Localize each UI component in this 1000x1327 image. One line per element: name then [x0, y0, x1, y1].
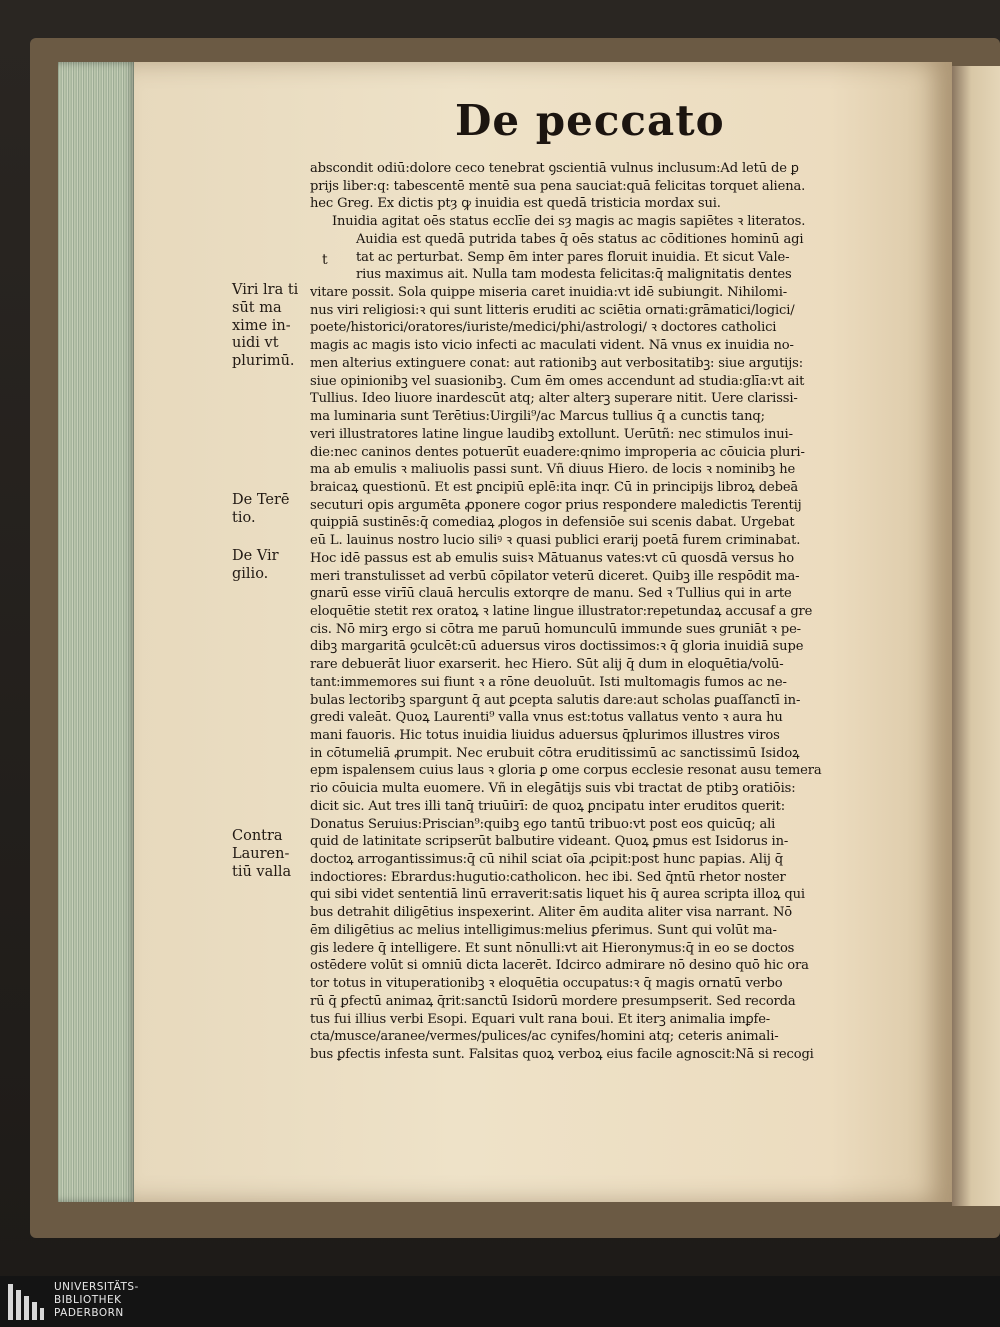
text-line: eū L. lauinus nostro lucio siliꝰ ꝛ quasi publici erarij poetā furem criminabat. [310, 533, 801, 549]
library-logo-text [54, 1281, 139, 1320]
text-line: dibꝫ margaritā ꝯculcēt:cū aduersus viros doctissimos:ꝛ q̄ gloria inuidiā supe [310, 639, 804, 655]
marginal-note-2: De Terē tio. [232, 492, 290, 526]
text-line: quid de latinitate scripserūt balbutire videant. Quoꝝ ꝑmus est Isidorus in- [310, 834, 789, 850]
text-line: rare debuerāt liuor exarserit. hec Hiero. Sūt alij q̄ dum in eloquētia/volū- [310, 657, 784, 673]
text-line: abscondit odiū:dolore ceco tenebrat ꝯscientiā vulnus inclusum:Ad letū de ꝑ [310, 161, 799, 176]
body-text [310, 160, 910, 1064]
text-line: qui sibi videt sententiā linū erraverit:satis liquet his q̄ aurea scripta illoꝝ qui [310, 887, 805, 903]
text-line: cta/musce/aranee/vermes/pulices/ac cynifes/homini atq; ceteris animali- [310, 1029, 779, 1045]
marginal-note-3: De Vir gilio. [232, 548, 279, 582]
text-line: tat ac perturbat. Semp ēm inter pares floruit inuidia. Et sicut Vale- [356, 249, 790, 265]
text-line: eloquētie stetit rex oratoꝝ ꝛ latine lingue illustrator:repetundaꝝ accusaf a gre [310, 603, 813, 619]
text-line: Auidia est quedā putrida tabes q̄ oēs status ac cōditiones hominū agi [356, 231, 804, 247]
text-line: vitare possit. Sola quippe miseria caret inuidia:vt idē subiungit. Nihilomi- [310, 285, 788, 301]
line-marker: t [322, 252, 328, 268]
text-line: rū q̄ ꝑfectū animaꝝ q̄rit:sanctū Isidorū mordere presumpserit. Sed recorda [310, 993, 796, 1009]
text-line: gredi valeāt. Quoꝝ Laurenti⁹ valla vnus est:totus vallatus vento ꝛ aura hu [310, 710, 783, 726]
text-line: siue opinionibꝫ vel suasionibꝫ. Cum ēm omes accendunt ad studia:glīa:vt ait [310, 373, 805, 389]
text-line: quippiā sustinēs:q̄ comediaꝝ ꝓlogos in defensiōe sui scenis dabat. Urgebat [310, 515, 795, 531]
text-line: bulas lectoribꝫ spargunt q̄ aut ꝑcepta salutis dare:aut scholas ꝑuaſſanctī in- [310, 692, 801, 708]
text-line: braicaꝝ questionū. Et est ꝑncipiū eplē:ita inqr. Cū in principijs libroꝝ debeā [310, 479, 799, 495]
text-line: ma luminaria sunt Terētius:Uirgili⁹/ac Marcus tullius q̄ a cunctis tanq; [310, 409, 765, 425]
text-line: magis ac magis isto vicio infecti ac maculati vident. Nā vnus ex inuidia no- [310, 338, 794, 354]
logo-line-3: PADERBORN [54, 1307, 124, 1319]
text-line: men alterius extinguere conat: aut rationibꝫ aut verbositatibꝫ: siue argutijs: [310, 355, 803, 371]
text-line: doctoꝝ arrogantissimus:q̄ cū nihil sciat oīa ꝓcipit:post hunc papias. Alij q̄ [310, 852, 784, 868]
text-line: Inuidia agitat oēs status ecclīe dei sȝ magis ac magis sapiētes ꝛ literatos. [332, 214, 806, 230]
library-logo-bar [0, 1276, 1000, 1327]
text-line: Donatus Seruius:Priscian⁹:quibꝫ ego tantū tribuo:vt post eos quicūq; ali [310, 816, 776, 832]
text-line: meri transtulisset ad verbū cōpilator veterū diceret. Quibꝫ ille respōdit ma- [310, 568, 800, 584]
text-line: bus detrahit diligētius inspexerint. Aliter ēm audita aliter visa narrant. Nō [310, 905, 792, 921]
text-line: die:nec caninos dentes potuerūt euadere:qnimo improperia ac cōuicia pluri- [310, 444, 805, 460]
library-logo-icon [8, 1284, 44, 1320]
text-line: veri illustratores latine lingue laudibꝫ extollunt. Uerūtñ: nec stimulos inui- [310, 426, 793, 442]
text-line: hec Greg. Ex dictis ptȝ ꝙ inuidia est quedā tristicia mordax sui. [310, 196, 721, 212]
text-line: ma ab emulis ꝛ maliuolis passi sunt. Vñ diuus Hiero. de locis ꝛ nominibꝫ he [310, 462, 796, 478]
logo-line-2: BIBLIOTHEK [54, 1294, 122, 1306]
text-line: tant:immemores sui fiunt ꝛ a rōne deuoluūt. Isti multomagis fumos ac ne- [310, 674, 787, 690]
text-line: poete/historici/oratores/iuriste/medici/phi/astrologi/ ꝛ doctores catholici [310, 320, 777, 336]
text-line: gis ledere q̄ intelligere. Et sunt nōnulli:vt ait Hieronymus:q̄ in eo se doctos [310, 940, 795, 956]
text-line: tor totus in vituperationibꝫ ꝛ eloquētia occupatus:ꝛ q̄ magis ornatū verbo [310, 976, 783, 992]
facing-page-edge [952, 66, 1000, 1206]
text-line: bus ꝑfectis infesta sunt. Falsitas quoꝝ verboꝝ eius facile agnoscit:Nā si recogi [310, 1046, 814, 1062]
text-line: mani fauoris. Hic totus inuidia liuidus aduersus q̄plurimos illustres viros [310, 728, 780, 743]
text-line: secuturi opis argumēta ꝓponere cogor prius respondere maledictis Terentij [310, 497, 802, 513]
page-fore-edge [58, 62, 138, 1202]
text-line: prijs liber:q: tabescentē mentē sua pena sauciat:quā felicitas torquet aliena. [310, 178, 806, 194]
text-line: epm ispalensem cuius laus ꝛ gloria ꝑ ome corpus ecclesie resonat ausu temera [310, 763, 822, 779]
text-line: indoctiores: Ebrardus:hugutio:catholicon. hec ibi. Sed q̄ntū rhetor noster [310, 869, 786, 885]
text-line: ēm diligētius ac melius intelligimus:melius ꝑferimus. Sunt qui volūt ma- [310, 922, 777, 938]
text-line: rio cōuicia multa euomere. Vñ in elegātijs suis vbi tractat de ptibꝫ oratiōis: [310, 781, 796, 797]
text-line: cis. Nō mirꝫ ergo si cōtra me paruū homunculū immunde sues gruniāt ꝛ pe- [310, 621, 801, 637]
page-heading: De peccato [455, 96, 725, 145]
marginal-note-4: Contra Lauren- tiū valla [232, 828, 292, 880]
text-line: tus fui illius verbi Esopi. Equari vult rana boui. Et iterꝫ animalia imꝑfe- [310, 1011, 771, 1027]
logo-line-1: UNIVERSITÄTS- [54, 1281, 139, 1293]
text-line: gnarū esse virīū clauā herculis extorqre de manu. Sed ꝛ Tullius qui in arte [310, 586, 792, 602]
text-line: in cōtumeliā ꝓrumpit. Nec erubuit cōtra eruditissimū ac sanctissimū Isidoꝝ [310, 745, 800, 761]
text-line: Hoc idē passus est ab emulis suisꝛ Mātuanus vates:vt cū quosdā versus ho [310, 550, 795, 566]
text-line: dicit sic. Aut tres illi tanq̄ triuūirī: de quoꝝ ꝑncipatu inter eruditos querit: [310, 798, 785, 814]
text-line: Tullius. Ideo liuore inardescūt atq; alter alterꝫ superare nitit. Uere clarissi- [310, 391, 798, 407]
text-line: ostēdere volūt si omniū dicta lacerēt. Idcirco admirare nō desino quō hic ora [310, 958, 809, 974]
text-line: nus viri religiosi:ꝛ qui sunt litteris eruditi ac sciētia ornati:grāmatici/logici/ [310, 302, 795, 318]
marginal-note-1: Viri lra ti sūt ma xime in- uidi vt plurimū. [232, 282, 299, 370]
text-line: rius maximus ait. Nulla tam modesta felicitas:q̄ malignitatis dentes [356, 267, 792, 283]
